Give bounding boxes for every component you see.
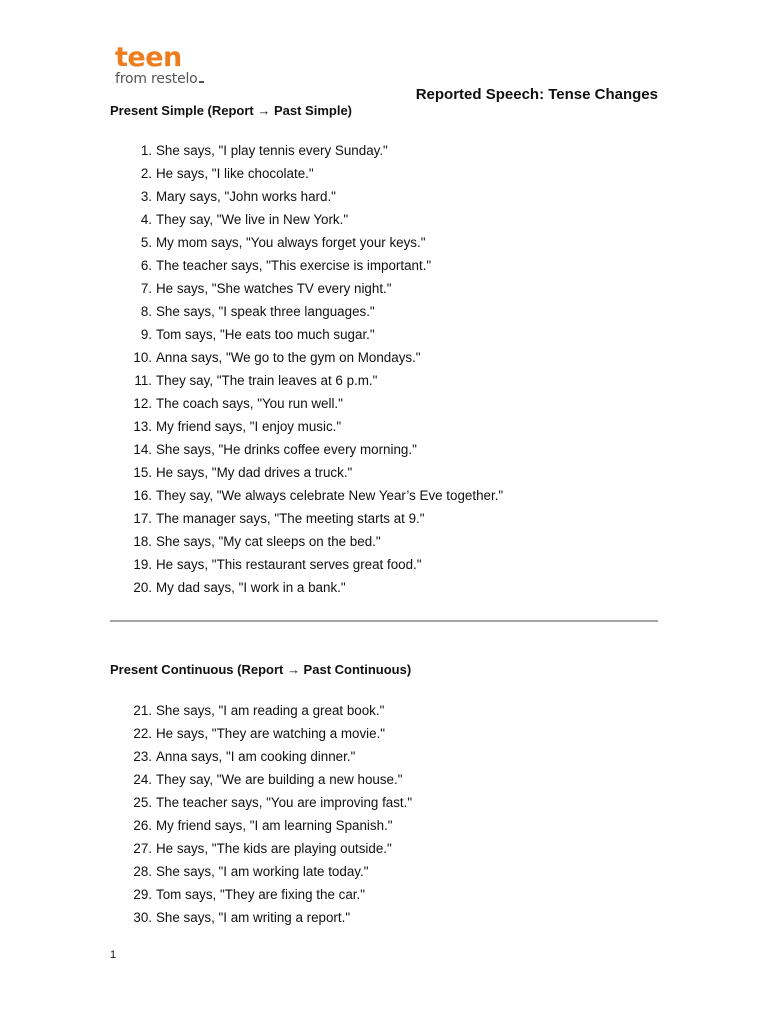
item-number: 26. xyxy=(133,818,152,833)
item-sentence: My friend says, "I am learning Spanish." xyxy=(156,818,393,833)
item-sentence: He says, "They are watching a movie." xyxy=(156,726,386,741)
item-sentence: Tom says, "They are fixing the car." xyxy=(156,887,365,902)
item-sentence: She says, "My cat sleeps on the bed." xyxy=(156,534,381,549)
item-sentence: He says, "She watches TV every night." xyxy=(156,281,392,296)
item-number: 21. xyxy=(133,703,152,718)
item-sentence: He says, "I like chocolate." xyxy=(156,166,314,181)
item-sentence: She says, "I am writing a report." xyxy=(156,910,351,925)
item-sentence: He says, "The kids are playing outside." xyxy=(156,841,392,856)
logo-dash xyxy=(199,81,204,83)
item-number: 1. xyxy=(140,143,152,158)
section-heading-present-simple: Present Simple (Report → Past Simple) xyxy=(110,103,353,118)
item-number: 10. xyxy=(133,350,152,365)
item-number: 20. xyxy=(133,580,152,595)
teen-logo xyxy=(115,44,204,86)
item-sentence: They say, "We are building a new house." xyxy=(156,772,403,787)
item-sentence: The manager says, "The meeting starts at 9." xyxy=(156,511,425,526)
section-divider xyxy=(110,620,658,622)
page-number: 1 xyxy=(110,949,117,961)
item-sentence: Anna says, "I am cooking dinner." xyxy=(156,749,356,764)
item-number: 19. xyxy=(133,557,152,572)
item-number: 12. xyxy=(133,396,152,411)
item-number: 14. xyxy=(133,442,152,457)
logo-sub-text xyxy=(115,72,204,86)
item-number: 22. xyxy=(133,726,152,741)
item-sentence: He says, "This restaurant serves great food." xyxy=(156,557,422,572)
item-number: 27. xyxy=(133,841,152,856)
document-title: Reported Speech: Tense Changes xyxy=(415,86,658,103)
item-sentence: They say, "We always celebrate New Year’s Eve together." xyxy=(156,488,504,503)
item-number: 3. xyxy=(140,189,152,204)
item-number: 5. xyxy=(140,235,152,250)
item-number: 29. xyxy=(133,887,152,902)
item-number: 6. xyxy=(140,258,152,273)
item-sentence: She says, "I play tennis every Sunday." xyxy=(156,143,388,158)
item-number: 15. xyxy=(133,465,152,480)
item-sentence: She says, "I am working late today." xyxy=(156,864,369,879)
item-sentence: My dad says, "I work in a bank." xyxy=(156,580,346,595)
item-sentence: They say, "We live in New York." xyxy=(156,212,349,227)
item-number: 17. xyxy=(133,511,152,526)
item-number: 7. xyxy=(140,281,152,296)
item-sentence: They say, "The train leaves at 6 p.m." xyxy=(156,373,378,388)
item-sentence: She says, "I am reading a great book." xyxy=(156,703,385,718)
item-sentence: Anna says, "We go to the gym on Mondays." xyxy=(156,350,421,365)
item-sentence: The teacher says, "This exercise is important." xyxy=(156,258,432,273)
logo-sub-label: from restelo xyxy=(115,71,198,87)
item-sentence: The teacher says, "You are improving fast." xyxy=(156,795,413,810)
item-sentence: The coach says, "You run well." xyxy=(156,396,343,411)
item-number: 28. xyxy=(133,864,152,879)
item-number: 11. xyxy=(134,373,152,388)
item-number: 2. xyxy=(140,166,152,181)
item-number: 23. xyxy=(133,749,152,764)
item-sentence: My friend says, "I enjoy music." xyxy=(156,419,342,434)
item-number: 18. xyxy=(133,534,152,549)
item-number: 9. xyxy=(140,327,152,342)
item-sentence: She says, "I speak three languages." xyxy=(156,304,375,319)
item-number: 24. xyxy=(133,772,152,787)
item-number: 13. xyxy=(133,419,152,434)
logo-main-text: teen xyxy=(115,42,182,73)
item-number: 16. xyxy=(133,488,152,503)
item-number: 8. xyxy=(140,304,152,319)
item-sentence: She says, "He drinks coffee every morning." xyxy=(156,442,417,457)
item-number: 25. xyxy=(133,795,152,810)
section-heading-present-continuous: Present Continuous (Report → Past Continuous) xyxy=(110,662,412,677)
item-sentence: Mary says, "John works hard." xyxy=(156,189,336,204)
item-sentence: My mom says, "You always forget your keys." xyxy=(156,235,426,250)
item-number: 30. xyxy=(133,910,152,925)
item-sentence: Tom says, "He eats too much sugar." xyxy=(156,327,375,342)
item-number: 4. xyxy=(140,212,152,227)
item-sentence: He says, "My dad drives a truck." xyxy=(156,465,353,480)
